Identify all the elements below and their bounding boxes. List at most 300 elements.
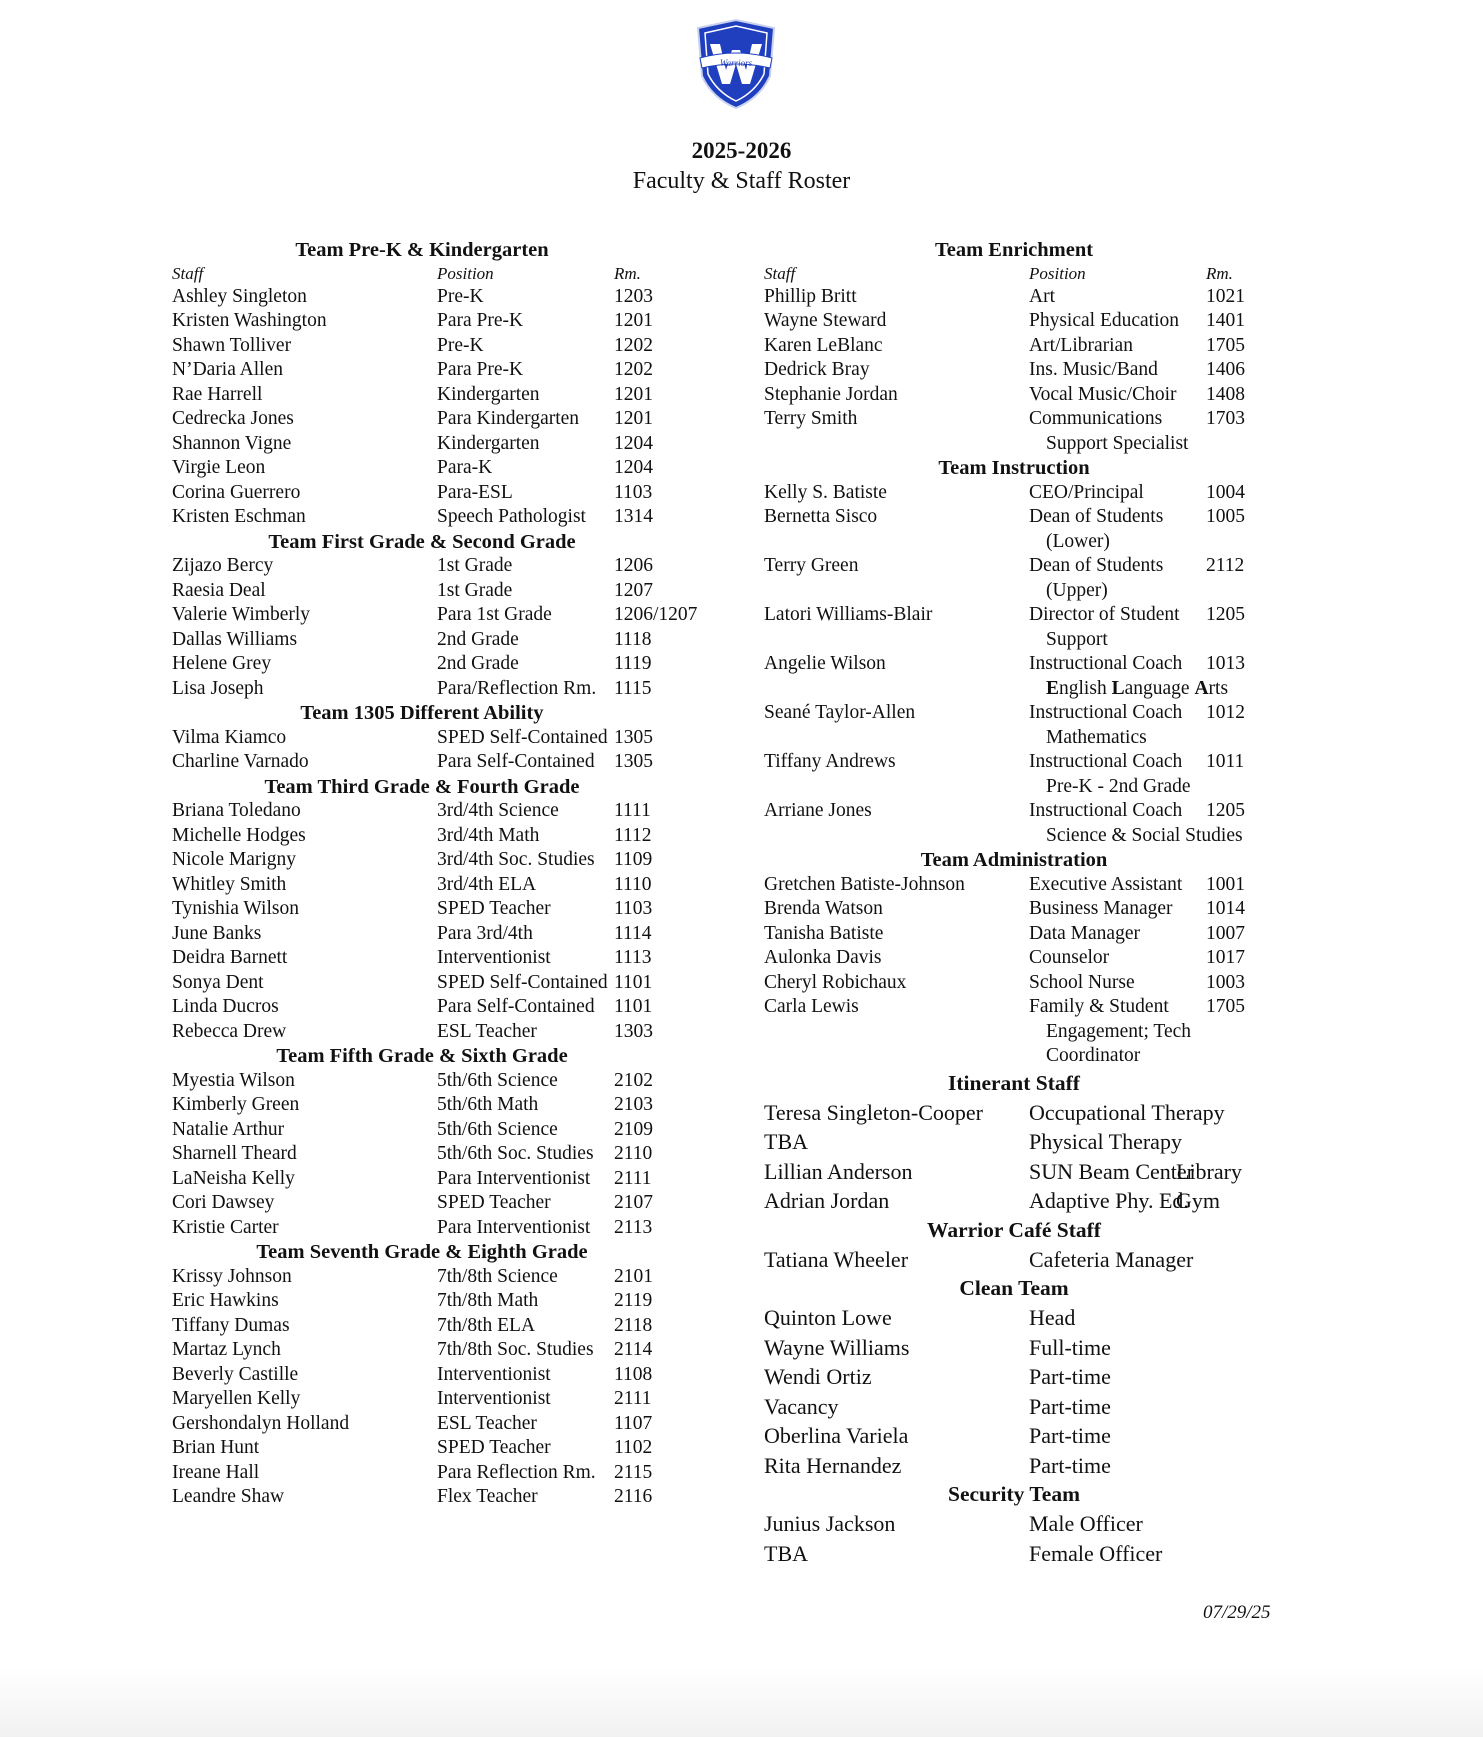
svg-text:Warriors: Warriors [719,58,753,68]
staff-row [172,1461,732,1486]
staff-row [172,1338,732,1363]
staff-room: Gym [1176,1188,1220,1213]
staff-position: Communications [1029,408,1163,429]
staff-name: Terry Smith [764,408,858,429]
column-header-room: Rm. [1206,263,1233,283]
staff-room: 2116 [614,1486,653,1507]
staff-position-continued [764,775,1324,800]
staff-room: 1201 [614,408,653,429]
team-section [172,775,732,1045]
position-continued-text: Support Specialist [1046,432,1189,454]
staff-name: Latori Williams-Blair [764,604,933,625]
staff-name: Nicole Marigny [172,849,297,870]
staff-row [172,1412,732,1437]
staff-position: Kindergarten [437,383,540,405]
staff-position: Art [1029,285,1055,307]
staff-position: Vocal Music/Choir [1029,383,1177,405]
staff-name: Virgie Leon [172,457,266,478]
staff-name: Junius Jackson [764,1511,896,1536]
staff-row [764,603,1324,628]
staff-row [764,1451,1324,1481]
staff-row [172,1020,732,1045]
staff-name: Whitley Smith [172,873,287,895]
staff-room: 1305 [614,751,653,772]
staff-position: Counselor [1029,947,1110,968]
revision-date: 07/29/25 [1203,1602,1271,1623]
staff-row [764,1539,1324,1569]
staff-room: 1205 [1206,604,1245,625]
team-heading: Team Administration [920,849,1108,871]
position-continued-text: (Upper) [1046,579,1108,601]
staff-position-continued [764,579,1324,604]
team-section [172,701,732,775]
staff-position: Adaptive Phy. Ed. [1029,1188,1189,1213]
staff-row [172,1387,732,1412]
staff-row [172,946,732,971]
staff-row [764,358,1324,383]
staff-room: 1406 [1206,359,1245,380]
staff-name: Gretchen Batiste-Johnson [764,873,965,895]
staff-row [764,1245,1324,1275]
team-section [764,456,1324,848]
staff-position: 2nd Grade [437,653,519,674]
staff-position: Part-time [1029,1364,1111,1389]
staff-row [172,1118,732,1143]
team-section [172,238,732,530]
staff-name: Bernetta Sisco [764,506,878,527]
team-heading: Team First Grade & Second Grade [268,530,576,553]
staff-row [172,383,732,408]
position-continued-text: Mathematics [1046,726,1147,748]
team-section [172,530,732,702]
staff-room: 1206/1207 [614,604,698,625]
staff-room: 1303 [614,1020,653,1042]
right-column [764,238,1324,1568]
position-continued-text: Engagement; Tech [1046,1020,1192,1042]
staff-position-continued [764,1044,1324,1069]
staff-name: Sonya Dent [172,971,264,993]
staff-name: Stephanie Jordan [764,383,898,405]
staff-position: SUN Beam Center [1029,1158,1194,1184]
staff-row [764,1098,1324,1128]
staff-position: Occupational Therapy [1029,1099,1225,1125]
staff-position: Cafeteria Manager [1029,1246,1194,1272]
staff-room: 1115 [614,677,652,699]
staff-position: Instructional Coach [1029,751,1183,772]
staff-position: Dean of Students [1029,555,1164,576]
staff-room: 1201 [614,383,653,405]
staff-name: Kristen Washington [172,310,327,331]
staff-position: Para Kindergarten [437,408,580,429]
staff-room: 1012 [1206,702,1245,723]
staff-name: Tiffany Dumas [172,1314,290,1336]
staff-room: 1108 [614,1363,653,1385]
staff-row [172,1265,732,1290]
staff-position: Flex Teacher [437,1486,538,1507]
position-continued-text: English Language Arts [1046,677,1229,699]
staff-row [172,824,732,849]
staff-position-continued [764,1020,1324,1045]
team-heading: Itinerant Staff [948,1070,1080,1095]
page-bottom-shadow [0,1667,1483,1737]
staff-room: 1101 [614,971,653,993]
staff-position: Para-K [437,457,493,478]
staff-position: 5th/6th Science [437,1069,558,1091]
column-header-position: Position [437,263,494,283]
staff-position: ESL Teacher [437,1020,537,1042]
staff-row [172,481,732,506]
staff-room: 1114 [614,922,652,944]
staff-room: 1112 [614,824,652,846]
staff-room: 1401 [1206,310,1245,331]
staff-row [764,383,1324,408]
staff-row [764,971,1324,996]
staff-row [764,946,1324,971]
staff-row [172,285,732,310]
team-heading: Team Enrichment [934,239,1094,261]
staff-room: 1017 [1206,947,1245,968]
position-continued-text: Support [1046,628,1108,650]
staff-name: Krissy Johnson [172,1265,292,1287]
staff-room: 1111 [614,800,651,821]
staff-row [764,1303,1324,1333]
team-section [764,1274,1324,1480]
staff-row [764,897,1324,922]
staff-position-continued [764,677,1324,702]
staff-position-continued [764,726,1324,751]
staff-name: Helene Grey [172,653,272,674]
column-header-staff: Staff [172,263,204,283]
staff-row [172,1069,732,1094]
staff-position: Physical Therapy [1029,1129,1182,1154]
team-section [172,1044,732,1240]
staff-name: Dedrick Bray [764,359,870,380]
team-heading: Team 1305 Different Ability [300,702,544,724]
staff-name: Terry Green [764,555,859,576]
staff-name: Ireane Hall [172,1461,260,1483]
staff-room: 2113 [614,1216,653,1238]
staff-position: Part-time [1029,1393,1111,1419]
staff-row [764,309,1324,334]
staff-room: 1109 [614,849,653,870]
staff-room: 2114 [614,1339,653,1360]
staff-room: 2112 [1206,555,1245,576]
staff-position: Interventionist [437,947,551,968]
team-heading: Team Instruction [938,457,1090,479]
staff-position: 7th/8th ELA [437,1314,536,1336]
staff-row [764,407,1324,432]
staff-name: Brian Hunt [172,1437,260,1458]
staff-name: Rita Hernandez [764,1452,902,1478]
staff-room: 2110 [614,1143,653,1164]
school-crest-icon [690,18,782,110]
staff-row [172,726,732,751]
staff-position: Full-time [1029,1334,1111,1360]
staff-row [172,1436,732,1461]
staff-row [172,505,732,530]
team-heading: Team Fifth Grade & Sixth Grade [276,1045,568,1067]
staff-position: 1st Grade [437,555,513,576]
staff-room: 1101 [614,996,653,1017]
position-continued-text: Science & Social Studies [1046,824,1243,846]
staff-row [764,873,1324,898]
staff-room: 2118 [614,1314,653,1336]
staff-position: Physical Education [1029,310,1180,331]
staff-row [764,1509,1324,1539]
staff-name: Lisa Joseph [172,677,264,699]
staff-position: Para-ESL [437,481,513,503]
staff-name: Angelie Wilson [764,653,886,674]
staff-position: Interventionist [437,1363,551,1385]
staff-row [764,554,1324,579]
staff-name: Teresa Singleton-Cooper [764,1099,984,1125]
staff-name: Lillian Anderson [764,1158,913,1184]
staff-name: Brenda Watson [764,898,883,919]
staff-room: 2111 [614,1388,652,1409]
staff-position: Speech Pathologist [437,506,586,527]
staff-row [172,1167,732,1192]
staff-position: School Nurse [1029,971,1135,993]
staff-row [172,579,732,604]
staff-name: Corina Guerrero [172,481,301,503]
staff-position: Dean of Students [1029,506,1164,527]
position-continued-text: Coordinator [1046,1045,1141,1066]
staff-name: Valerie Wimberly [172,604,311,625]
column-header-room: Rm. [614,263,641,283]
left-column [172,238,732,1510]
staff-room: 1203 [614,285,653,307]
staff-name: Rebecca Drew [172,1020,287,1042]
staff-position: CEO/Principal [1029,481,1144,503]
staff-position: Para Self-Contained [437,751,595,772]
staff-position: Director of Student [1029,604,1180,625]
staff-room: 2115 [614,1461,653,1483]
staff-row [172,799,732,824]
staff-room: 1204 [614,457,653,478]
column-header-row [764,263,1324,285]
staff-position: Part-time [1029,1423,1111,1448]
staff-name: Myestia Wilson [172,1069,295,1091]
staff-position: Female Officer [1029,1540,1163,1566]
staff-position: 3rd/4th Soc. Studies [437,849,595,870]
staff-row [172,652,732,677]
staff-position: Instructional Coach [1029,653,1183,674]
staff-name: Cori Dawsey [172,1192,275,1213]
staff-name: Adrian Jordan [764,1188,890,1213]
team-heading: Team Third Grade & Fourth Grade [264,775,580,798]
staff-name: Briana Toledano [172,800,301,821]
staff-name: Linda Ducros [172,996,279,1017]
staff-position: SPED Self-Contained [437,726,608,748]
staff-room: 1003 [1206,971,1245,993]
staff-row [172,309,732,334]
staff-room: 1202 [614,334,653,356]
staff-row [172,750,732,775]
staff-row [764,922,1324,947]
staff-row [172,1485,732,1510]
staff-name: June Banks [172,922,262,944]
staff-row [172,358,732,383]
staff-name: Maryellen Kelly [172,1388,301,1409]
staff-row [172,1216,732,1241]
staff-position: 5th/6th Soc. Studies [437,1143,594,1164]
staff-position: Para Pre-K [437,310,524,331]
staff-room: 1110 [614,873,652,895]
staff-position: Part-time [1029,1452,1111,1478]
staff-room: 2102 [614,1069,653,1091]
staff-position: 7th/8th Science [437,1265,558,1287]
staff-room: 1004 [1206,481,1245,503]
staff-name: Kristen Eschman [172,506,306,527]
staff-position-continued [764,530,1324,555]
staff-position: Male Officer [1029,1511,1143,1536]
staff-position: Para Self-Contained [437,996,595,1017]
staff-room: 2107 [614,1192,653,1213]
staff-position: Pre-K [437,334,484,356]
staff-room: 1408 [1206,383,1245,405]
staff-position: Business Manager [1029,898,1173,919]
staff-row [764,334,1324,359]
staff-room: 1705 [1206,996,1245,1017]
staff-position: SPED Teacher [437,898,551,919]
staff-room: 2103 [614,1094,653,1115]
staff-name: Ashley Singleton [172,285,307,307]
staff-position: SPED Teacher [437,1437,551,1458]
staff-row [172,432,732,457]
staff-position: Art/Librarian [1029,334,1133,356]
staff-row [172,848,732,873]
staff-room: Library [1176,1158,1242,1184]
staff-room: 1001 [1206,873,1245,895]
column-header-staff: Staff [764,263,796,283]
staff-row [172,1289,732,1314]
staff-position: 7th/8th Math [437,1290,539,1311]
staff-position-continued [764,824,1324,849]
staff-row [764,505,1324,530]
staff-room: 1103 [614,481,653,503]
team-section [172,1240,732,1510]
staff-row [172,677,732,702]
team-heading: Team Seventh Grade & Eighth Grade [256,1241,588,1263]
position-continued-text: (Lower) [1046,530,1110,552]
staff-position: Para Interventionist [437,1216,591,1238]
staff-row [172,407,732,432]
staff-name: Vilma Kiamco [172,726,287,748]
staff-row [764,285,1324,310]
staff-row [764,701,1324,726]
staff-room: 1705 [1206,334,1245,356]
staff-row [172,554,732,579]
staff-row [172,456,732,481]
staff-name: TBA [764,1540,808,1566]
staff-row [172,1314,732,1339]
staff-position: Para Interventionist [437,1167,591,1189]
staff-name: Arriane Jones [764,800,872,821]
staff-room: 1005 [1206,506,1245,527]
staff-row [764,481,1324,506]
staff-row [172,1191,732,1216]
column-header-row [172,263,732,285]
staff-name: Deidra Barnett [172,947,288,968]
staff-room: 1113 [614,947,652,968]
staff-position: Instructional Coach [1029,800,1183,821]
staff-position: Executive Assistant [1029,873,1183,895]
staff-row [172,897,732,922]
staff-position: 3rd/4th Math [437,824,540,846]
staff-row [172,603,732,628]
staff-row [764,1362,1324,1392]
staff-name: Shannon Vigne [172,432,292,454]
staff-name: Aulonka Davis [764,947,882,968]
staff-name: Seané Taylor-Allen [764,702,916,723]
staff-room: 1201 [614,310,653,331]
staff-name: Beverly Castille [172,1363,299,1385]
staff-position-continued [764,628,1324,653]
staff-name: Karen LeBlanc [764,334,883,356]
staff-row [764,1333,1324,1363]
staff-position: Para 1st Grade [437,604,552,625]
staff-room: 2111 [614,1167,652,1189]
staff-room: 1007 [1206,922,1245,944]
staff-name: Tynishia Wilson [172,898,299,919]
staff-name: Sharnell Theard [172,1143,297,1164]
staff-position: 5th/6th Math [437,1094,539,1115]
staff-room: 1102 [614,1437,653,1458]
staff-row [172,873,732,898]
staff-row [172,1142,732,1167]
staff-name: Phillip Britt [764,285,857,307]
staff-name: Wayne Williams [764,1334,910,1360]
staff-row [172,995,732,1020]
team-heading: Team Pre-K & Kindergarten [295,239,549,261]
staff-name: Martaz Lynch [172,1339,281,1360]
staff-room: 1011 [1206,751,1245,772]
staff-name: Michelle Hodges [172,824,306,846]
staff-room: 1107 [614,1412,653,1434]
roster-title: Faculty & Staff Roster [632,168,851,194]
roster-year: 2025-2026 [691,138,792,163]
staff-room: 1013 [1206,653,1245,674]
staff-position: Ins. Music/Band [1029,359,1158,380]
staff-row [172,971,732,996]
team-heading: Security Team [948,1482,1080,1506]
staff-row [764,1127,1324,1157]
staff-row [172,922,732,947]
staff-name: Kelly S. Batiste [764,481,887,503]
staff-name: N’Daria Allen [172,359,284,380]
staff-name: Tiffany Andrews [764,751,896,772]
staff-room: 1202 [614,359,653,380]
staff-name: Charline Varnado [172,751,309,772]
staff-name: Wendi Ortiz [764,1364,872,1389]
position-continued-text: Pre-K - 2nd Grade [1046,775,1191,797]
staff-room: 1204 [614,432,653,454]
staff-row [764,995,1324,1020]
staff-position: 1st Grade [437,579,513,601]
staff-name: Cheryl Robichaux [764,971,907,993]
staff-name: LaNeisha Kelly [172,1167,295,1189]
team-section [764,1069,1324,1216]
staff-room: 1119 [614,653,652,674]
staff-name: TBA [764,1129,808,1154]
staff-row [764,652,1324,677]
staff-name: Wayne Steward [764,310,887,331]
staff-position: 3rd/4th Science [437,800,559,821]
staff-row [764,1392,1324,1422]
staff-position: Head [1029,1305,1076,1330]
staff-room: 1205 [1206,800,1245,821]
team-heading: Warrior Café Staff [927,1217,1101,1242]
